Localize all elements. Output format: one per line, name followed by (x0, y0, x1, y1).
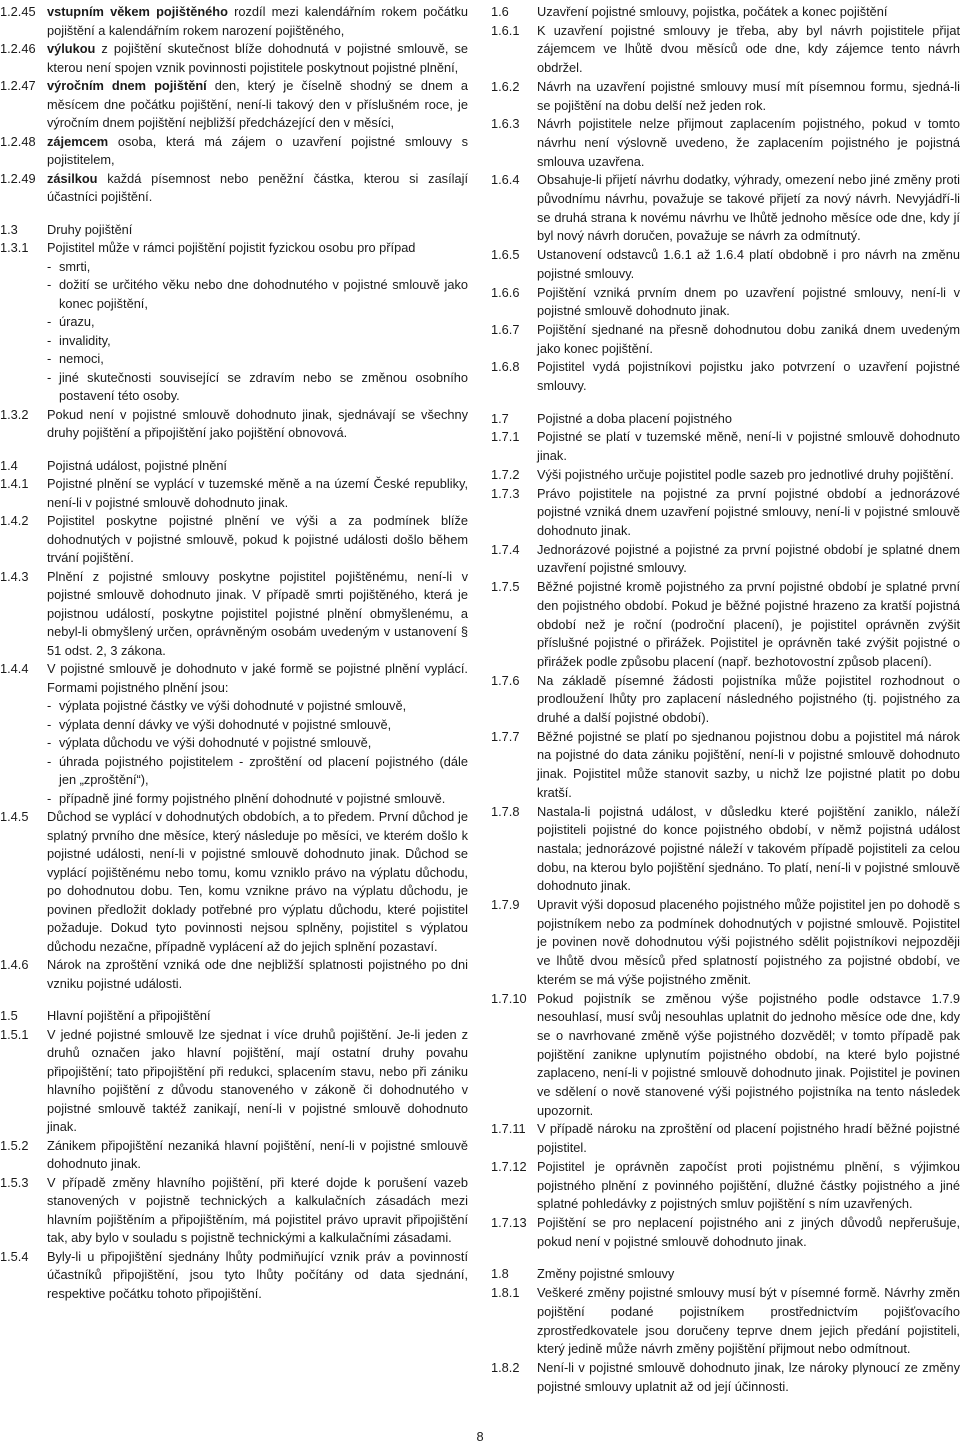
clause (491, 1284, 960, 1359)
clause-text: Pojistné se platí v tuzemské měně, není-li v pojistné smlouvě dohodnuto jinak. (537, 429, 960, 464)
clause-text: Pojistitel je oprávněn započíst proti pojistnému plnění, s výjimkou pojistného plnění z povinného pojištění, dlužné částky pojistného a jiné splatné pohledávky z pojistných smluv pojištění s ním uzavřených. (537, 1158, 960, 1212)
dash-bullet: - (47, 314, 52, 329)
clause-number: 1.5.4 (0, 1248, 29, 1264)
clause-body (47, 1137, 468, 1174)
bullet-text: výplata pojistné částky ve výši dohodnuté v pojistné smlouvě, (59, 698, 407, 713)
clause-number: 1.6.4 (491, 172, 520, 188)
clause (0, 475, 468, 512)
defined-term: zásilkou (47, 170, 98, 186)
clause (0, 170, 468, 207)
clause (0, 1174, 468, 1248)
dash-bullet: - (47, 277, 52, 292)
clause-number: 1.7.4 (491, 541, 520, 557)
clause (491, 485, 960, 541)
clause-body (537, 728, 960, 803)
clause-body (537, 896, 960, 990)
defined-term: výročním dnem pojištění (47, 78, 207, 93)
clause-number: 1.7.12 (491, 1158, 527, 1174)
left-column (0, 3, 468, 1303)
clause-text: Pojištění sjednané na přesně dohodnutou dobu zaniká dnem uvedeným jako konec pojištění. (537, 321, 960, 356)
clause-body (537, 78, 960, 115)
clause-text: K uzavření pojistné smlouvy je třeba, aby byl návrh pojistitele přijat zájemcem ve lhůtě dvou měsíců ode dne, kdy zájemce tento návrh obdržel. (537, 22, 960, 76)
dash-bullet: - (47, 369, 52, 385)
clause-body (537, 1284, 960, 1359)
clause-number: 1.6.3 (491, 116, 520, 132)
dash-bullet: - (47, 332, 52, 348)
clause-body (47, 660, 468, 808)
dash-bullet: - (47, 716, 52, 732)
clause-text: Výši pojistného určuje pojistitel podle sazeb pro jednotlivé druhy pojištění. (537, 466, 954, 482)
clause-text: V jedné pojistné smlouvě lze sjednat i více druhů pojištění. Je-li jeden z druhů označen jako hlavní pojištění, mají ostatní druhy povahu připojištění; tato připojištění při redukci, splacením stavu, nebo při zániku hlavního pojištění z důvodu stanoveného v zákoně či dohodnutého v pojistné smlouvě taktéž zanikají, není-li v pojistné smlouvě dohodnuto jinak. (47, 1026, 468, 1134)
clause-number: 1.7.1 (491, 429, 520, 445)
clause (0, 40, 468, 77)
clause-body (537, 1214, 960, 1251)
section-gap (0, 207, 468, 221)
clause-number: 1.3.2 (0, 406, 29, 422)
clause (0, 956, 468, 993)
clause-body (47, 40, 468, 77)
clause (491, 321, 960, 358)
clause (491, 358, 960, 395)
clause-body (47, 221, 468, 240)
clause-body (537, 1158, 960, 1214)
clause-text: Pojištění se pro neplacení pojistného ani z jiných důvodů nepřerušuje, pokud není v pojistné smlouvě dohodnuto jinak. (537, 1215, 960, 1249)
clause (491, 115, 960, 171)
clause (491, 1214, 960, 1251)
clause-number: 1.7.3 (491, 485, 520, 501)
clause-number: 1.3 (0, 221, 18, 237)
clause (0, 3, 468, 40)
clause-number: 1.4.2 (0, 513, 29, 528)
section-gap (0, 993, 468, 1007)
clause-number: 1.7.8 (491, 803, 520, 819)
bullet-item (47, 350, 468, 369)
dash-bullet: - (47, 790, 52, 806)
clause (491, 990, 960, 1121)
clause-text: Nárok na zproštění vzniká ode dne nejbližší splatnosti pojistného po dni vzniku pojistné události. (47, 957, 468, 991)
clause-text: Důchod se vyplácí v dohodnutých obdobích, a to předem. První důchod je splatný prvního dne měsíce, který následuje po měsíci, ve kterém došlo k pojistné události, není-li v pojistné smlouvě dohodnuto jinak. Důchod se vyplácí pojištěnému nebo tomu, komu vzniklo právo na výplatu důchodu, po dohodnutou dobu. Ten, komu vznikne právo na výplatu důchodu, je povinen předložit doklady potřebné pro výplatu důchodu, které pojistitel požaduje. Dokud tyto povinnosti nejsou splněny, pojistitel s výplatou důchodu nezačne, případně vyplácení až do jejich splnění pozastaví. (47, 809, 468, 954)
clause (491, 171, 960, 246)
clause (491, 728, 960, 803)
clause-body (537, 672, 960, 728)
clause-body (47, 1248, 468, 1304)
clause-body (47, 512, 468, 568)
clause-text: den, který je číselně shodný se dnem a měsícem dne počátku pojištění, není-li takový den v příslušném roce, je výročním dnem pojištění nejbližší předcházející den v měsíci, (47, 78, 468, 130)
bullet-text: dožití se určitého věku nebo dne dohodnutého v pojistné smlouvě jako konec pojištění, (59, 277, 468, 311)
clause-text: Pojištění vzniká prvním dnem po uzavření pojistné smlouvy, není-li v pojistné smlouvě dohodnuto jinak. (537, 284, 960, 319)
clause-number: 1.8.2 (491, 1359, 520, 1375)
clause-text: Běžné pojistné se platí po sjednanou pojistnou dobu a pojistitel má nárok na pojistné do data zániku pojištění, není-li v pojistné smlouvě dohodnuto jinak. Pojistitel může stanovit sazby, u nichž lze pojistné platit po dobu kratší. (537, 728, 960, 800)
heading-text: Hlavní pojištění a připojištění (47, 1008, 211, 1023)
bullet-text: invalidity, (59, 332, 111, 348)
clause-text: V pojistné smlouvě je dohodnuto v jaké formě se pojistné plnění vyplácí. Formami pojistného plnění jsou: (47, 661, 468, 695)
clause-text: Nastala-li pojistná událost, v důsledku které pojištění zaniklo, náleží pojistiteli pojistné do konce pojistného období, v němž pojistná událost nastala; jednorázové pojistné náleží v takovém případě pojistiteli za celou dobu, na kterou bylo pojištění sjednáno. To platí, není-li v pojistné smlouvě dohodnuto jinak. (537, 803, 960, 894)
clause (491, 78, 960, 115)
clause-text: rozdíl mezi kalendářním rokem počátku pojištění a kalendářním rokem narození pojištěného, (47, 4, 468, 38)
clause (491, 1158, 960, 1214)
clause-number: 1.5.3 (0, 1174, 29, 1190)
bullet-text: úrazu, (59, 314, 95, 329)
bullet-item (47, 276, 468, 313)
clause-body (537, 1120, 960, 1157)
clause-body (537, 358, 960, 395)
clause (0, 808, 468, 956)
clause-number: 1.6 (491, 4, 509, 19)
clause-text: Zánikem připojištění nezaniká hlavní pojištění, není-li v pojistné smlouvě dohodnuto jinak. (47, 1137, 468, 1171)
clause (491, 246, 960, 283)
clause (491, 896, 960, 990)
clause-body (47, 808, 468, 956)
clause (491, 428, 960, 465)
defined-term: vstupním věkem pojištěného (47, 4, 228, 19)
clause-text: Na základě písemné žádosti pojistníka může pojistitel rozhodnout o prodloužení lhůty pro zaplacení následného pojistného (tj. pojistného za druhé a další pojistné období). (537, 672, 960, 726)
clause-number: 1.7.7 (491, 728, 520, 744)
clause (491, 578, 960, 672)
clause-body (537, 410, 960, 429)
clause (0, 1248, 468, 1304)
clause-body (537, 3, 960, 22)
clause-text: Ustanovení odstavců 1.6.1 až 1.6.4 platí obdobně i pro návrh na změnu pojistné smlouvy. (537, 247, 960, 281)
bullet-text: úhrada pojistného pojistitelem - zproštění od placení pojistného (dále jen „zproštění“), (59, 753, 468, 787)
clause (0, 1137, 468, 1174)
clause-number: 1.7.11 (491, 1121, 526, 1137)
clause-number: 1.3.1 (0, 240, 29, 255)
clause-text: Návrh pojistitele nelze přijmout zaplacením pojistného, pokud v tomto návrhu není výslovně uvedeno, že zaplacením pojistného je pojistná smlouva uzavřena. (537, 116, 960, 169)
clause (0, 406, 468, 443)
clause-text: Obsahuje-li přijetí návrhu dodatky, výhrady, omezení nebo jiné změny proti původnímu návrhu, považuje se takové přijetí za nový návrh. Nevyjádří-li se druhá strana k novému návrhu ve lhůtě jednoho měsíce ode dne, kdy jí byl nový návrh doručen, považuje se návrh za odmítnutý. (537, 172, 960, 244)
bullet-item (47, 369, 468, 406)
clause (491, 466, 960, 485)
clause-number: 1.8 (491, 1266, 509, 1282)
clause-body (47, 1007, 468, 1026)
clause-body (537, 22, 960, 78)
clause-body (47, 77, 468, 133)
clause-body (47, 1026, 468, 1137)
clause (491, 672, 960, 728)
clause (491, 541, 960, 578)
clause-number: 1.5.2 (0, 1137, 29, 1153)
bullet-text: případně jiné formy pojistného plnění dohodnuté v pojistné smlouvě. (59, 790, 446, 806)
clause-body (537, 115, 960, 171)
clause-number: 1.2.49 (0, 170, 36, 186)
bullet-text: výplata denní dávky ve výši dohodnuté v pojistné smlouvě, (59, 716, 392, 732)
section-gap (491, 1251, 960, 1265)
defined-term: zájemcem (47, 133, 109, 149)
clause-body (47, 3, 468, 40)
clause (491, 284, 960, 321)
clause-body (537, 485, 960, 541)
clause-number: 1.2.45 (0, 4, 36, 19)
defined-term: výlukou (47, 41, 96, 56)
bullet-item (47, 258, 468, 277)
clause-body (537, 578, 960, 672)
clause (0, 568, 468, 661)
clause-text: Není-li v pojistné smlouvě dohodnuto jinak, lze nároky plynoucí ze změny pojistné smlouvy uplatnit až od její účinnosti. (537, 1359, 960, 1394)
heading-text: Uzavření pojistné smlouvy, pojistka, počátek a konec pojištění (537, 4, 888, 19)
clause-text: Byly-li u připojištění sjednány lhůty podmiňující vznik práv a povinností účastníků připojištění, jsou tyto lhůty počítány od data sjednání, respektive počátku tohoto připojištění. (47, 1248, 468, 1301)
clause-text: Veškeré změny pojistné smlouvy musí být v písemné formě. Návrhy změn pojištění podané pojistníkem prostřednictvím pojišťovacího zprostředkovatele jsou doručeny teprve dnem jejich předání pojistiteli, který jedině může návrh změny pojištění přijmout nebo odmítnout. (537, 1285, 960, 1357)
bullet-item (47, 716, 468, 735)
section-heading (0, 1007, 468, 1026)
clause (491, 803, 960, 897)
clause-number: 1.6.6 (491, 284, 520, 300)
bullet-item (47, 697, 468, 716)
bullet-text: výplata důchodu ve výši dohodnuté v pojistné smlouvě, (59, 735, 372, 750)
bullet-text: nemoci, (59, 351, 104, 366)
clause-body (47, 457, 468, 476)
clause (491, 1359, 960, 1396)
clause-body (47, 1174, 468, 1248)
dash-bullet: - (47, 753, 52, 769)
clause-text: z pojištění skutečnost blíže dohodnutá v pojistné smlouvě, se kterou není spojen vznik povinnosti pojistitele poskytnout pojistné plnění, (47, 41, 468, 75)
clause-number: 1.4.5 (0, 809, 29, 824)
clause-body (47, 475, 468, 512)
clause-body (47, 170, 468, 207)
clause-body (537, 246, 960, 283)
clause-text: Jednorázové pojistné a pojistné za první pojistné období je splatné dnem uzavření pojistné smlouvy. (537, 541, 960, 576)
clause-number: 1.7.6 (491, 672, 520, 688)
bullet-item (47, 313, 468, 332)
clause-body (537, 321, 960, 358)
section-heading (491, 1265, 960, 1284)
page-number: 8 (476, 1429, 484, 1444)
dash-bullet: - (47, 351, 52, 366)
clause-body (47, 956, 468, 993)
clause-body (537, 990, 960, 1121)
heading-text: Pojistná událost, pojistné plnění (47, 457, 227, 473)
section-heading (491, 410, 960, 429)
clause (0, 660, 468, 808)
clause-text: Pojistitel poskytne pojistné plnění ve výši a za podmínek blíže dohodnutých v pojistné smlouvě, pokud k pojistné události došlo během trvání pojištění. (47, 513, 468, 565)
clause (491, 1120, 960, 1157)
clause-number: 1.7 (491, 410, 509, 426)
clause-text: Pojistitel vydá pojistníkovi pojistku jako potvrzení o uzavření pojistné smlouvy. (537, 359, 960, 394)
clause-number: 1.5 (0, 1008, 18, 1023)
clause-number: 1.6.5 (491, 247, 520, 263)
heading-text: Druhy pojištění (47, 221, 133, 237)
clause-body (537, 1359, 960, 1396)
heading-text: Změny pojistné smlouvy (537, 1266, 675, 1282)
clause-body (537, 541, 960, 578)
clause-body (47, 568, 468, 661)
dash-bullet: - (47, 258, 52, 274)
clause-number: 1.6.1 (491, 22, 520, 38)
clause-body (537, 1265, 960, 1284)
clause-number: 1.7.5 (491, 579, 520, 595)
clause-body (47, 133, 468, 170)
clause (0, 239, 468, 406)
clause-text: Pokud není v pojistné smlouvě dohodnuto jinak, sjednávají se všechny druhy pojištění a připojištění jako pojištění obnovová. (47, 406, 468, 440)
clause (0, 133, 468, 170)
clause-body (537, 466, 960, 485)
clause-number: 1.2.47 (0, 78, 36, 93)
clause-text: Právo pojistitele na pojistné za první pojistné období a jednorázové pojistné vzniká dnem uzavření pojistné smlouvy, není-li v pojistné smlouvě dohodnuto jinak. (537, 485, 960, 538)
clause-body (537, 171, 960, 246)
clause-text: osoba, která má zájem o uzavření pojistné smlouvy s pojistitelem, (47, 133, 468, 167)
clause (0, 512, 468, 568)
clause-number: 1.4.3 (0, 568, 29, 584)
clause-text: Pojistné plnění se vyplácí v tuzemské měně a na území České republiky, není-li v pojistné smlouvě dohodnuto jinak. (47, 476, 468, 510)
clause-number: 1.5.1 (0, 1026, 29, 1042)
section-heading (0, 457, 468, 476)
clause-text: každá písemnost nebo peněžní částka, kterou si zasílají účastníci pojištění. (47, 170, 468, 204)
clause (491, 22, 960, 78)
clause-body (537, 284, 960, 321)
clause-text: Návrh na uzavření pojistné smlouvy musí mít písemnou formu, sjedná-li se pojištění na dobu delší než jeden rok. (537, 78, 960, 113)
bullet-item (47, 790, 468, 809)
clause-text: Pojistitel může v rámci pojištění pojistit fyzickou osobu pro případ (47, 240, 416, 255)
clause-text: Plnění z pojistné smlouvy poskytne pojistitel pojištěnému, není-li v pojistné smlouvě dohodnuto jinak. V případě smrti pojištěného, která je pojistnou událostí, poskytne pojistitel pojistné plnění obmyšlenému, a nebyl-li obmyšlený určen, oprávněným osobám uvedeným v ustanovení § 51 odst. 2, 3 zákona. (47, 568, 468, 658)
clause-body (537, 428, 960, 465)
bullet-item (47, 734, 468, 753)
clause-number: 1.4 (0, 457, 18, 473)
clause-number: 1.6.7 (491, 321, 520, 337)
clause-number: 1.6.8 (491, 359, 520, 375)
bullet-text: smrti, (59, 258, 91, 274)
clause-text: Běžné pojistné kromě pojistného za první pojistné období je splatné první den pojistného období. Pokud je běžné pojistné hrazeno za kratší pojistná období než je roční (področní placení), je pojistitel oprávněn zvýšit příslušné pojistné o přirážek. Pojistitel je oprávněn také zvýšit pojistné o přirážek podle způsobu placení (např. bezhotovostní způsob placení). (537, 579, 960, 669)
clause (0, 77, 468, 133)
clause-text: V případě nároku na zproštění od placení pojistného hradí běžné pojistné pojistitel. (537, 1121, 960, 1156)
bullet-item (47, 332, 468, 351)
section-gap (491, 396, 960, 410)
section-heading (491, 3, 960, 22)
clause-number: 1.7.9 (491, 897, 520, 913)
clause-number: 1.2.46 (0, 41, 36, 56)
right-column (491, 3, 960, 1396)
clause-text: Pokud pojistník se změnou výše pojistného podle odstavce 1.7.9 nesouhlasí, musí svůj nesouhlas uplatnit do jednoho měsíce ode dne, kdy se o navrhované změně výše pojistného dozvěděl; v tomto případě pak pojištění zanikne uplynutím pojistného období, na které bylo pojistné zaplaceno, není-li v pojistné smlouvě dohodnuto jinak. Pojistitel je povinen ve sdělení o nově stanovené výši pojistného pojistníka na tento následek upozornit. (537, 990, 960, 1118)
clause-body (537, 803, 960, 897)
bullet-item (47, 753, 468, 790)
clause-number: 1.7.13 (491, 1215, 527, 1230)
dash-bullet: - (47, 735, 52, 750)
bullet-text: jiné skutečnosti související se zdravím nebo se změnou osobního postavení této osoby. (59, 369, 468, 403)
clause-number: 1.7.2 (491, 466, 520, 482)
clause-number: 1.8.1 (491, 1285, 520, 1301)
clause-body (47, 239, 468, 406)
clause (0, 1026, 468, 1137)
clause-number: 1.6.2 (491, 78, 520, 94)
heading-text: Pojistné a doba placení pojistného (537, 410, 732, 426)
clause-number: 1.2.48 (0, 133, 36, 149)
dash-bullet: - (47, 698, 52, 713)
clause-number: 1.7.10 (491, 990, 527, 1006)
clause-number: 1.4.4 (0, 661, 29, 676)
clause-number: 1.4.1 (0, 476, 29, 491)
clause-text: V případě změny hlavního pojištění, při které dojde k porušení vazeb stanovených v pojistně technických a kalkulačních zásadách mezi hlavním pojištěním a připojištěním, má pojistitel právo upravit připojištění tak, aby bylo v souladu s pojistně technickými a kalkulačními zásadami. (47, 1174, 468, 1245)
section-heading (0, 221, 468, 240)
section-gap (0, 443, 468, 457)
clause-text: Upravit výši doposud placeného pojistného může pojistitel jen po dohodě s pojistníkem nebo za podmínek dohodnutých v pojistné smlouvě. Pojistitel je povinen nově dohodnutou výši pojistného sdělit pojistníkovi nejpozději ve lhůtě dvou měsíců před splatností pojistného za pojistné období, ve kterém se má výše pojistného změnit. (537, 897, 960, 987)
clause-body (47, 406, 468, 443)
clause-number: 1.4.6 (0, 957, 29, 972)
